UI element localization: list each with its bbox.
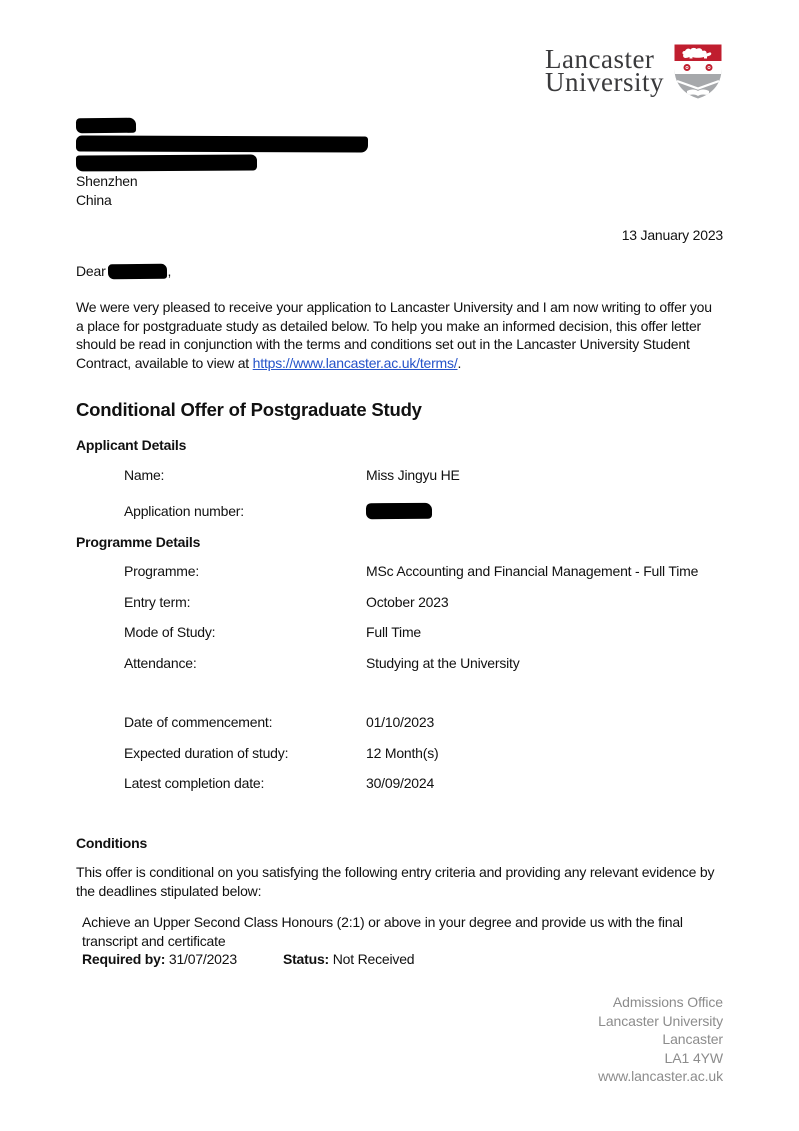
letter-date: 13 January 2023 (621, 227, 723, 243)
conditions-intro: This offer is conditional on you satisfying the following entry criteria and providing any relevant evidence by the deadlines stipulated below: (76, 864, 715, 899)
duration-label: Expected duration of study: (124, 744, 289, 761)
programme-row (124, 562, 723, 581)
footer-line-university: Lancaster University (598, 1012, 723, 1029)
salutation-punctuation: , (167, 262, 172, 279)
applicant-name-row (124, 466, 723, 485)
redacted-recipient-name (107, 263, 166, 279)
intro-paragraph (76, 298, 723, 372)
attendance-value: Studying at the University (366, 654, 520, 671)
redacted-address-line-1 (76, 118, 136, 134)
duration-value: 12 Month(s) (366, 744, 439, 761)
recipient-address-block (76, 118, 723, 209)
commencement-date-label: Date of commencement: (124, 714, 273, 730)
duration-row (124, 744, 723, 763)
attendance-row (124, 654, 723, 673)
intro-text-after-link: . (457, 354, 462, 371)
footer-address-block (598, 993, 723, 1086)
condition-item (82, 913, 723, 969)
condition-text: Achieve an Upper Second Class Honours (2:1) or above in your degree and provide us with the final transcript and certificate (82, 914, 683, 949)
entry-term-label: Entry term: (124, 593, 191, 610)
address-country: China (76, 191, 112, 208)
programme-label: Programme: (124, 563, 200, 579)
logo-line-1: Lancaster (545, 44, 655, 74)
applicant-details-heading: Applicant Details (76, 437, 187, 453)
attendance-label: Attendance: (124, 654, 197, 671)
completion-date-row (124, 774, 723, 793)
application-number-value (366, 502, 723, 521)
terms-link[interactable]: https://www.lancaster.ac.uk/terms/ (252, 354, 458, 371)
name-value: Miss Jingyu HE (366, 466, 460, 483)
university-crest-icon (673, 43, 723, 100)
programme-value: MSc Accounting and Financial Management - Full Time (366, 563, 699, 579)
letterhead (76, 44, 723, 98)
programme-details-heading: Programme Details (76, 533, 201, 550)
redacted-application-number (366, 503, 432, 519)
status-label: Status: (282, 951, 330, 967)
mode-of-study-value: Full Time (366, 624, 421, 640)
entry-term-row (124, 593, 723, 612)
entry-term-value: October 2023 (366, 593, 449, 610)
application-number-row (124, 502, 723, 521)
name-label: Name: (124, 466, 165, 483)
footer-line-website: www.lancaster.ac.uk (598, 1068, 723, 1084)
completion-date-value: 30/09/2024 (366, 775, 435, 791)
required-by-value: 31/07/2023 (168, 951, 237, 967)
footer-line-city: Lancaster (662, 1031, 723, 1047)
footer-line-office: Admissions Office (612, 994, 723, 1010)
conditions-heading: Conditions (76, 834, 148, 851)
commencement-date-value: 01/10/2023 (366, 714, 435, 730)
logo-line-2: University (545, 67, 664, 97)
intro-text-before-link: We were very pleased to receive your application to Lancaster University and I am now writing to offer you a place for postgraduate study as detailed below. To help you make an informed decision, this offer letter should be read in conjunction with the terms and conditions set out in the Lancaster University Student Contract, available to view at (76, 299, 712, 371)
redacted-address-line-2 (76, 135, 368, 152)
redacted-address-line-3 (76, 155, 257, 172)
condition-meta-line (82, 950, 723, 969)
salutation-line (76, 262, 723, 281)
required-by-label: Required by: (82, 951, 166, 967)
offer-title: Conditional Offer of Postgraduate Study (76, 399, 422, 420)
status-value: Not Received (332, 951, 415, 967)
address-city: Shenzhen (76, 173, 138, 189)
lancaster-university-wordmark (545, 44, 664, 97)
mode-of-study-label: Mode of Study: (124, 624, 216, 640)
application-number-label: Application number: (124, 503, 244, 519)
completion-date-label: Latest completion date: (124, 775, 265, 791)
commencement-date-row (124, 713, 723, 732)
footer-line-postcode: LA1 4YW (664, 1049, 723, 1066)
salutation-prefix: Dear (76, 262, 106, 279)
mode-of-study-row (124, 623, 723, 642)
